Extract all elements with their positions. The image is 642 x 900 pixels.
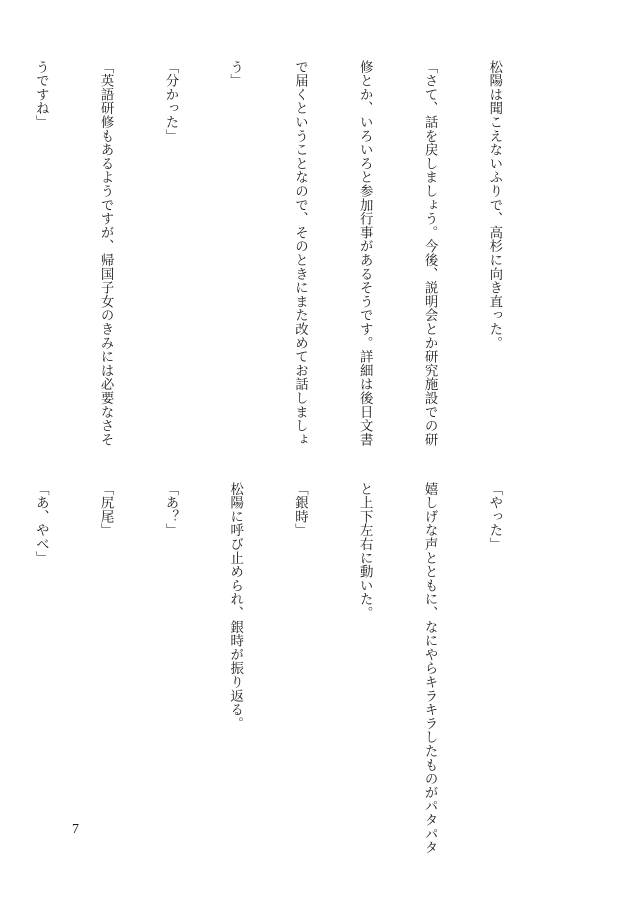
text-line: 「あ、やべ」 xyxy=(33,482,49,565)
text-line: 松陽は聞こえないふりで、高杉に向き直った。 xyxy=(486,60,502,350)
text-block-bottom xyxy=(0,482,548,855)
text-line: 「さて、話を戻しましょう。今後、説明会とか研究施設での研 xyxy=(422,60,438,447)
text-line: 「あ？」 xyxy=(162,482,178,538)
text-line: 「分かった」 xyxy=(162,60,178,143)
text-line: 修とか、いろいろと参加行事があるそうです。詳細は後日文書 xyxy=(357,60,373,447)
text-line: と上下左右に動いた。 xyxy=(357,482,373,620)
text-line: う」 xyxy=(227,60,243,88)
text-line: 「尻尾」 xyxy=(98,482,114,538)
text-line: 「銀時」 xyxy=(292,482,308,538)
page-number: 7 xyxy=(72,822,79,837)
text-line: で届くということなので、そのときにまた改めてお話しましょ xyxy=(292,60,308,447)
text-line: 「やった」 xyxy=(486,482,502,551)
text-line: 嬉しげな声とともに、なにやらキラキラしたものがパタパタ xyxy=(422,482,438,855)
text-line: 「英語研修もあるようですが、帰国子女のきみには必要なさそ xyxy=(98,60,114,447)
text-block-top xyxy=(0,60,548,456)
text-line: 松陽に呼び止められ、銀時が振り返る。 xyxy=(227,482,243,731)
text-line: うですね」 xyxy=(33,60,49,129)
